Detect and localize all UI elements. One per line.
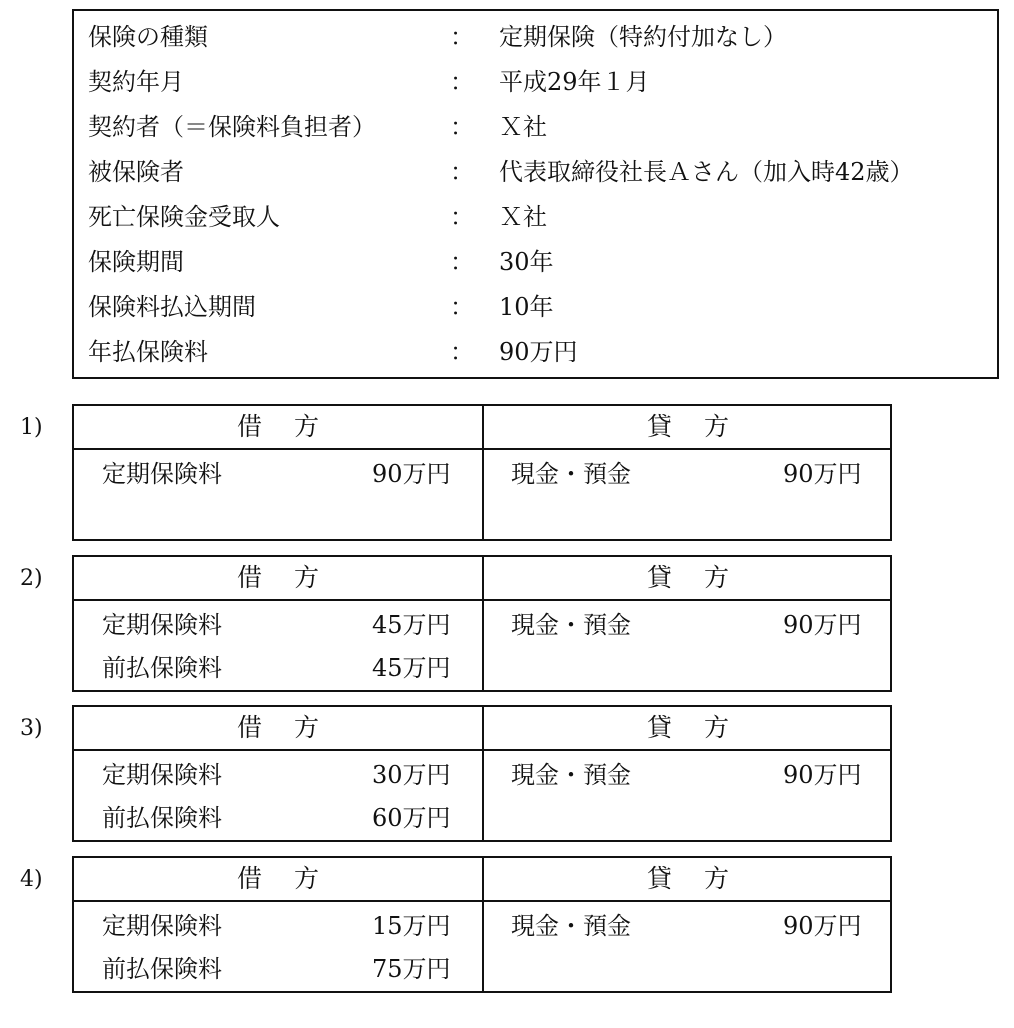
- journal-table-option-4: [72, 856, 892, 993]
- policy-label: 契約者（＝保険料負担者）: [88, 113, 376, 141]
- credit-account: 現金・預金: [511, 611, 631, 639]
- policy-value: 代表取締役社長Ａさん（加入時42歳）: [499, 158, 914, 186]
- policy-value: Ｘ社: [499, 203, 547, 231]
- policy-label: 保険期間: [88, 248, 184, 276]
- debit-header: 借方: [236, 563, 351, 592]
- column-divider: [482, 858, 484, 991]
- policy-colon: ：: [450, 248, 474, 276]
- debit-header: 借方: [236, 713, 351, 742]
- policy-row-type: [74, 15, 997, 60]
- debit-amount: 75万円: [372, 955, 451, 983]
- policy-colon: ：: [450, 68, 474, 96]
- debit-header: 借方: [236, 864, 351, 893]
- policy-row-beneficiary: [74, 195, 997, 240]
- debit-account: 定期保険料: [102, 460, 222, 488]
- debit-account: 定期保険料: [102, 611, 222, 639]
- credit-amount: 90万円: [783, 460, 862, 488]
- policy-value: 10年: [499, 293, 554, 321]
- policy-colon: ：: [450, 23, 474, 51]
- policy-value: 定期保険（特約付加なし）: [499, 23, 787, 51]
- option-number: 1): [20, 415, 43, 440]
- journal-table-option-3: [72, 705, 892, 842]
- credit-header: 貸方: [646, 713, 761, 742]
- debit-account: 定期保険料: [102, 912, 222, 940]
- policy-colon: ：: [450, 293, 474, 321]
- option-number: 2): [20, 566, 43, 591]
- column-divider: [482, 557, 484, 690]
- debit-amount: 30万円: [372, 761, 451, 789]
- policy-colon: ：: [450, 158, 474, 186]
- credit-account: 現金・預金: [511, 761, 631, 789]
- option-number: 4): [20, 867, 43, 892]
- policy-colon: ：: [450, 113, 474, 141]
- debit-amount: 45万円: [372, 611, 451, 639]
- credit-amount: 90万円: [783, 912, 862, 940]
- policy-colon: ：: [450, 203, 474, 231]
- policy-row-insured: [74, 150, 997, 195]
- credit-header: 貸方: [646, 864, 761, 893]
- column-divider: [482, 406, 484, 539]
- debit-amount: 60万円: [372, 804, 451, 832]
- debit-account: 定期保険料: [102, 761, 222, 789]
- policy-row-term: [74, 240, 997, 285]
- policy-label: 年払保険料: [88, 338, 208, 366]
- column-divider: [482, 707, 484, 840]
- credit-amount: 90万円: [783, 611, 862, 639]
- debit-amount: 90万円: [372, 460, 451, 488]
- policy-label: 被保険者: [88, 158, 184, 186]
- option-number: 3): [20, 716, 43, 741]
- journal-table-option-1: [72, 404, 892, 541]
- credit-header: 貸方: [646, 563, 761, 592]
- policy-label: 死亡保険金受取人: [88, 203, 280, 231]
- debit-amount: 15万円: [372, 912, 451, 940]
- credit-header: 貸方: [646, 412, 761, 441]
- policy-info-box: [72, 9, 999, 379]
- policy-value: Ｘ社: [499, 113, 547, 141]
- policy-value: 平成29年１月: [499, 68, 650, 96]
- credit-account: 現金・預金: [511, 912, 631, 940]
- policy-label: 保険料払込期間: [88, 293, 256, 321]
- debit-header: 借方: [236, 412, 351, 441]
- policy-colon: ：: [450, 338, 474, 366]
- policy-label: 契約年月: [88, 68, 184, 96]
- debit-account: 前払保険料: [102, 804, 222, 832]
- credit-amount: 90万円: [783, 761, 862, 789]
- policy-value: 90万円: [499, 338, 578, 366]
- policy-row-annual-premium: [74, 330, 997, 375]
- debit-account: 前払保険料: [102, 654, 222, 682]
- policy-value: 30年: [499, 248, 554, 276]
- policy-label: 保険の種類: [88, 23, 208, 51]
- debit-amount: 45万円: [372, 654, 451, 682]
- policy-row-contractor: [74, 105, 997, 150]
- credit-account: 現金・預金: [511, 460, 631, 488]
- policy-row-payment-period: [74, 285, 997, 330]
- debit-account: 前払保険料: [102, 955, 222, 983]
- policy-row-contract-date: [74, 60, 997, 105]
- journal-table-option-2: [72, 555, 892, 692]
